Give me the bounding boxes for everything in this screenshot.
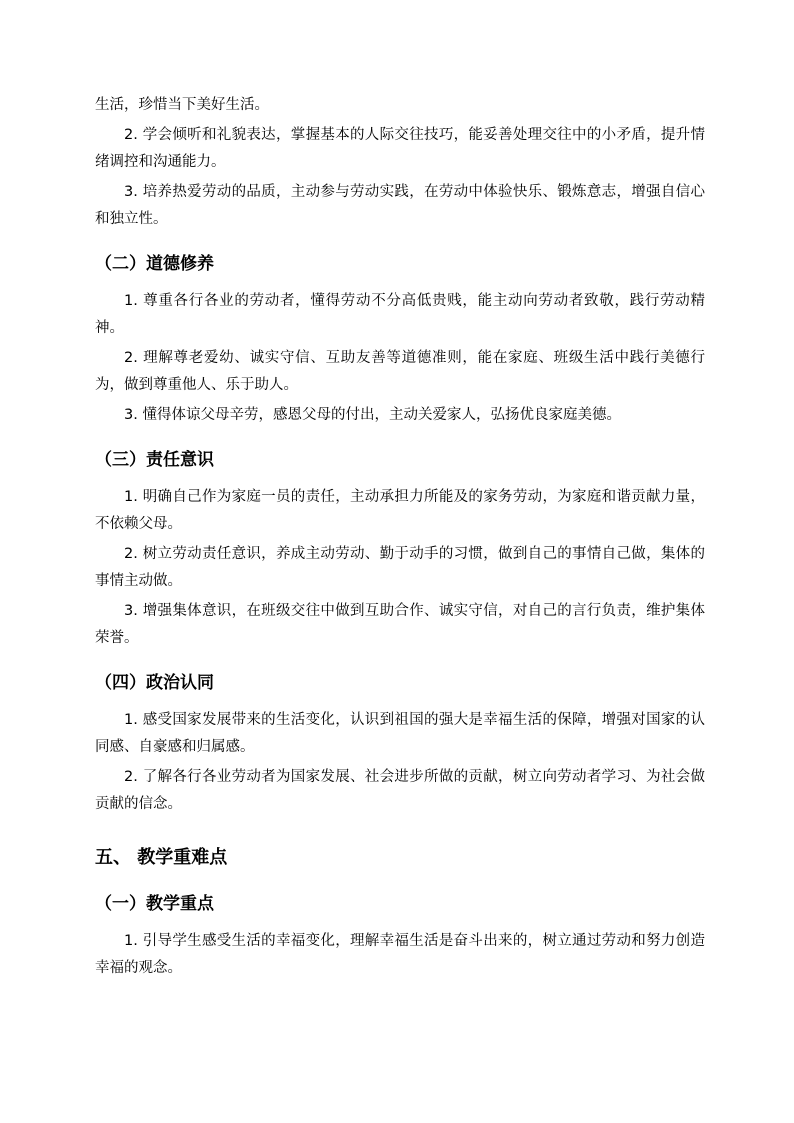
section-heading-moral: （二）道德修养 [95,254,214,274]
document-body [95,92,705,985]
moral-item: 2. 理解尊老爱幼、诚实守信、互助友善等道德准则，能在家庭、班级生活中践行美德行为，做到尊重他人、乐于助人。 [95,350,705,393]
section-item: 3. 培养热爱劳动的品质，主动参与劳动实践，在劳动中体验快乐、锻炼意志，增强自信心和独立性。 [95,184,705,227]
section-heading-political: （四）政治认同 [95,673,214,693]
political-item: 1. 感受国家发展带来的生活变化，认识到祖国的强大是幸福生活的保障，增强对国家的认同感、自豪感和归属感。 [95,712,705,755]
section-heading-key-points: （一）教学重点 [95,894,214,914]
responsibility-item: 2. 树立劳动责任意识，养成主动劳动、勤于动手的习惯，做到自己的事情自己做，集体的事情主动做。 [95,546,705,589]
moral-item: 3. 懂得体谅父母辛劳，感恩父母的付出，主动关爱家人，弘扬优良家庭美德。 [124,407,621,423]
section-item: 2. 学会倾听和礼貌表达，掌握基本的人际交往技巧，能妥善处理交往中的小矛盾，提升情绪调控和沟通能力。 [95,127,705,170]
political-item: 2. 了解各行各业劳动者为国家发展、社会进步所做的贡献，树立向劳动者学习、为社会做贡献的信念。 [95,769,705,812]
section-heading-responsibility: （三）责任意识 [95,450,214,470]
responsibility-item: 3. 增强集体意识，在班级交往中做到互助合作、诚实守信，对自己的言行负责，维护集体荣誉。 [95,603,705,646]
chapter-heading-key-points: 五、 教学重难点 [95,847,228,868]
responsibility-item: 1. 明确自己作为家庭一员的责任，主动承担力所能及的家务劳动，为家庭和谐贡献力量，不依赖父母。 [95,489,705,532]
key-point-item: 1. 引导学生感受生活的幸福变化，理解幸福生活是奋斗出来的，树立通过劳动和努力创造幸福的观念。 [95,933,705,976]
continuation-paragraph: 生活，珍惜当下美好生活。 [95,97,269,113]
moral-item: 1. 尊重各行各业的劳动者，懂得劳动不分高低贵贱，能主动向劳动者致敬，践行劳动精神。 [95,293,705,336]
